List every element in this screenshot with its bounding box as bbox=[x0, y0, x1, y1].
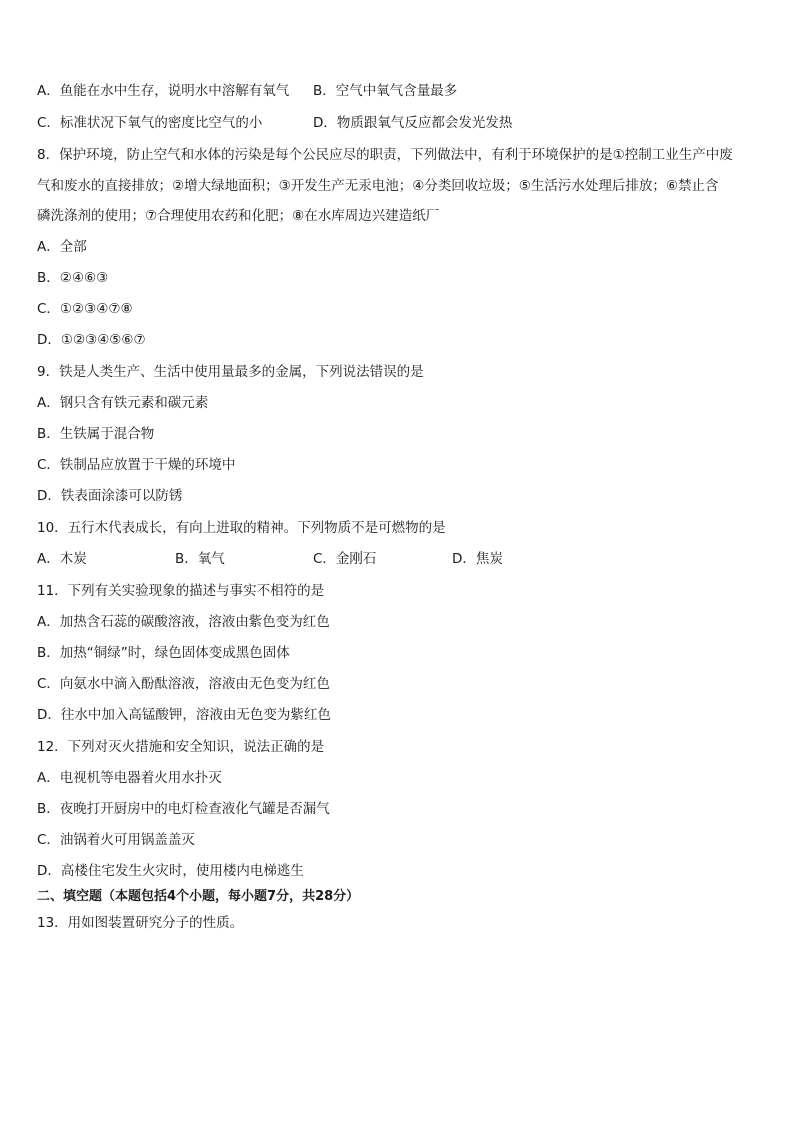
q9-stem: 9．铁是人类生产、生活中使用量最多的金属，下列说法错误的是 bbox=[37, 364, 424, 380]
q11-option-a: A．加热含石蕊的碳酸溶液，溶液由紫色变为红色 bbox=[37, 614, 330, 630]
q9-option-b: B．生铁属于混合物 bbox=[37, 426, 155, 442]
q12-option-d: D．高楼住宅发生火灾时，使用楼内电梯逃生 bbox=[37, 863, 304, 879]
q13-stem: 13．用如图装置研究分子的性质。 bbox=[37, 915, 244, 931]
q8-stem-line-3: 磷洗涤剂的使用；⑦合理使用农药和化肥；⑧在水库周边兴建造纸厂 bbox=[37, 208, 440, 224]
q7-option-b: B．空气中氧气含量最多 bbox=[313, 83, 458, 99]
q12-option-b: B．夜晚打开厨房中的电灯检查液化气罐是否漏气 bbox=[37, 801, 330, 817]
q7-option-c: C．标准状况下氧气的密度比空气的小 bbox=[37, 115, 263, 131]
q10-option-b: B．氧气 bbox=[175, 551, 225, 567]
q11-option-c: C．向氨水中滴入酚酞溶液，溶液由无色变为红色 bbox=[37, 676, 330, 692]
q12-option-a: A．电视机等电器着火用水扑灭 bbox=[37, 770, 222, 786]
q9-option-c: C．铁制品应放置于干燥的环境中 bbox=[37, 457, 236, 473]
q9-option-d: D．铁表面涂漆可以防锈 bbox=[37, 488, 183, 504]
q11-option-b: B．加热“铜绿”时，绿色固体变成黑色固体 bbox=[37, 645, 290, 661]
q8-option-c: C．①②③④⑦⑧ bbox=[37, 301, 133, 317]
section-heading: 二、填空题（本题包括4个小题，每小题7分，共28分） bbox=[37, 889, 360, 904]
q10-option-d: D．焦炭 bbox=[452, 551, 503, 567]
q12-option-c: C．油锅着火可用锅盖盖灭 bbox=[37, 832, 195, 848]
q8-option-a: A．全部 bbox=[37, 239, 87, 255]
q9-option-a: A．钢只含有铁元素和碳元素 bbox=[37, 395, 209, 411]
q7-option-d: D．物质跟氧气反应都会发光发热 bbox=[313, 115, 513, 131]
q8-stem-line-2: 气和废水的直接排放；②增大绿地面积；③开发生产无汞电池；④分类回收垃圾；⑤生活污水处理后排放；⑥禁止含 bbox=[37, 178, 719, 194]
q8-stem-line-1: 8．保护环境，防止空气和水体的污染是每个公民应尽的职责，下列做法中，有利于环境保护的是①控制工业生产中废 bbox=[37, 147, 733, 163]
q10-option-c: C．金刚石 bbox=[313, 551, 377, 567]
q11-option-d: D．往水中加入高锰酸钾，溶液由无色变为紫红色 bbox=[37, 707, 331, 723]
q11-stem: 11．下列有关实验现象的描述与事实不相符的是 bbox=[37, 583, 325, 599]
q10-option-a: A．木炭 bbox=[37, 551, 87, 567]
q8-option-d: D．①②③④⑤⑥⑦ bbox=[37, 332, 146, 348]
q8-option-b: B．②④⑥③ bbox=[37, 270, 109, 286]
q10-stem: 10．五行木代表成长，有向上进取的精神。下列物质不是可燃物的是 bbox=[37, 520, 446, 536]
q7-option-a: A．鱼能在水中生存，说明水中溶解有氧气 bbox=[37, 83, 290, 99]
q12-stem: 12．下列对灭火措施和安全知识，说法正确的是 bbox=[37, 739, 325, 755]
